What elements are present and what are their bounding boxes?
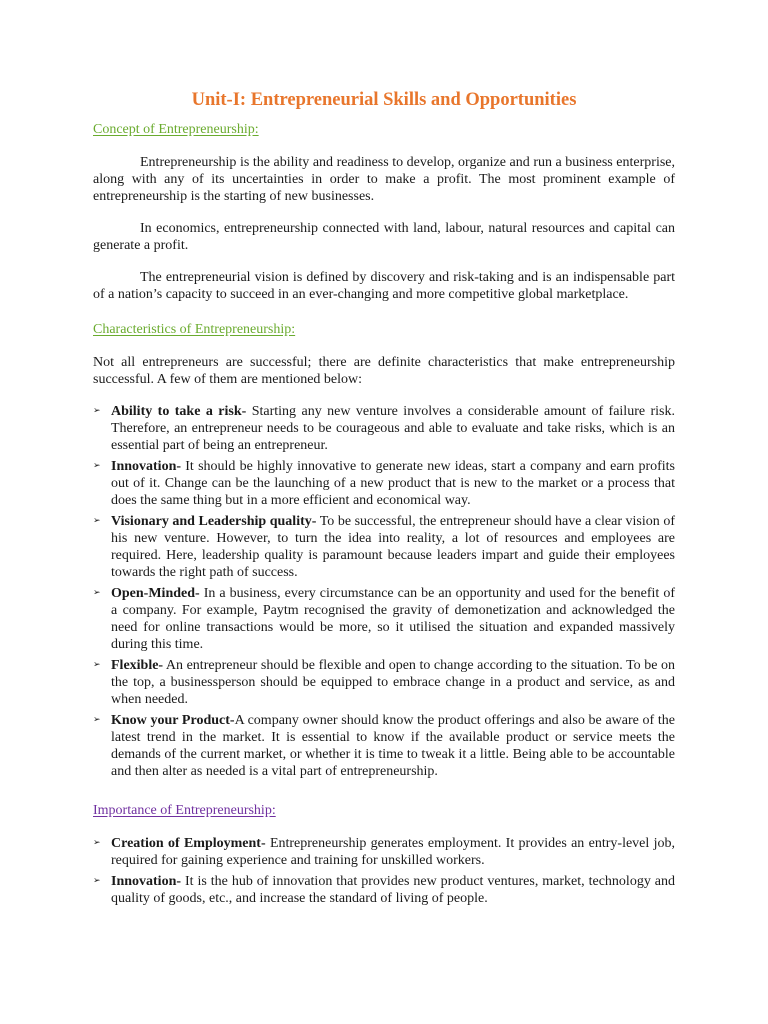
list-item xyxy=(93,835,675,869)
concept-paragraph: The entrepreneurial vision is defined by discovery and risk-taking and is an indispensable part of a nation’s capacity to succeed in an ever-changing and more competitive global marketplace. xyxy=(93,270,675,302)
importance-list xyxy=(93,835,675,907)
item-text: A company owner should know the product offerings and also be aware of the latest trend in the market. It is essential to know if the available product or service meets the demands of the current market, or whether it is time to tweak it a little. Being able to be accountable and then alter as needed is a vital part of entrepreneurship. xyxy=(111,713,676,779)
list-item xyxy=(93,458,675,509)
list-item xyxy=(93,657,675,708)
item-text: To be successful, the entrepreneur should have a clear vision of his new venture. However, to turn the idea into reality, a lot of resources and employees are required. Here, leadership quality is paramount because leaders impart and guide their employees towards the right path of success. xyxy=(111,514,675,580)
document-title: Unit-I: Entrepreneurial Skills and Opportunities xyxy=(191,90,577,110)
arrowhead-bullet-icon: ➢ xyxy=(93,516,101,526)
characteristics-intro: Not all entrepreneurs are successful; there are definite characteristics that make entrepreneurship successful. A few of them are mentioned below: xyxy=(93,355,675,387)
concept-paragraph: In economics, entrepreneurship connected with land, labour, natural resources and capital can generate a profit. xyxy=(93,221,675,253)
list-item xyxy=(93,513,675,581)
arrowhead-bullet-icon: ➢ xyxy=(93,838,101,848)
arrowhead-bullet-icon: ➢ xyxy=(93,876,101,886)
arrowhead-bullet-icon: ➢ xyxy=(93,715,101,725)
concept-heading: Concept of Entrepreneurship: xyxy=(93,122,259,137)
arrowhead-bullet-icon: ➢ xyxy=(93,588,101,598)
list-item xyxy=(93,403,675,454)
item-term: Innovation- xyxy=(111,459,182,474)
arrowhead-bullet-icon: ➢ xyxy=(93,461,101,471)
list-item xyxy=(93,873,675,907)
item-term: Creation of Employment- xyxy=(111,836,266,851)
list-item xyxy=(93,712,675,780)
characteristics-heading: Characteristics of Entrepreneurship: xyxy=(93,322,296,337)
item-text: It is the hub of innovation that provides new product ventures, market, technology and quality of goods, etc., and increase the standard of living of people. xyxy=(111,874,675,906)
arrowhead-bullet-icon: ➢ xyxy=(93,406,101,416)
item-text: In a business, every circumstance can be an opportunity and used for the benefit of a company. For example, Paytm recognised the gravity of demonetization and acknowledged the need for online transactions would be more, so it utilised the situation and expanded massively during this time. xyxy=(111,586,675,652)
item-text: An entrepreneur should be flexible and open to change according to the situation. To be on the top, a businessperson should be equipped to embrace change in a product and service, as and when needed. xyxy=(111,658,675,707)
characteristics-list xyxy=(93,403,675,780)
list-item xyxy=(93,585,675,653)
item-text: Entrepreneurship generates employment. It provides an entry-level job, required for gaining experience and training for unskilled workers. xyxy=(111,836,675,868)
item-text: It should be highly innovative to generate new ideas, start a company and earn profits out of it. Change can be the launching of a new product that is new to the market or a process that does the same thing but in a more efficient and economical way. xyxy=(111,459,675,508)
item-term: Flexible- xyxy=(111,658,164,673)
arrowhead-bullet-icon: ➢ xyxy=(93,660,101,670)
importance-heading: Importance of Entrepreneurship: xyxy=(93,803,276,818)
item-term: Know your Product- xyxy=(111,713,235,728)
item-text: Starting any new venture involves a considerable amount of failure risk. Therefore, an entrepreneur needs to be courageous and able to evaluate and take risks, which is an essential part of being an entrepreneur. xyxy=(111,404,675,453)
item-term: Ability to take a risk- xyxy=(111,404,247,419)
item-term: Visionary and Leadership quality- xyxy=(111,514,317,529)
concept-paragraph: Entrepreneurship is the ability and readiness to develop, organize and run a business enterprise, along with any of its uncertainties in order to make a profit. The most prominent example of entrepreneurship is the starting of new businesses. xyxy=(93,155,675,204)
item-term: Open-Minded- xyxy=(111,586,200,601)
item-term: Innovation- xyxy=(111,874,182,889)
